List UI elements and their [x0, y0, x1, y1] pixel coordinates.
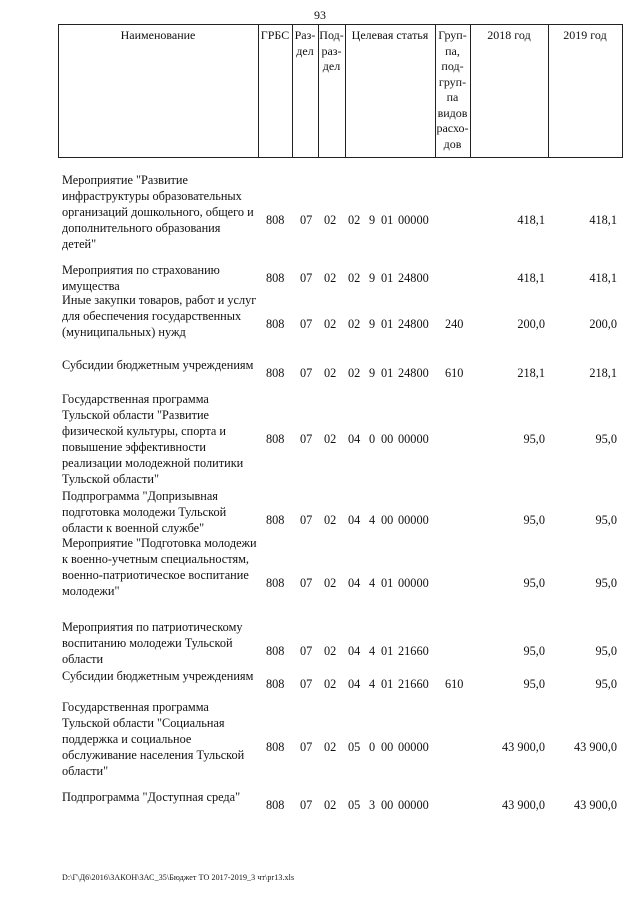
grbs-cell: 808	[266, 366, 285, 380]
target-program-cell: 02	[348, 271, 361, 285]
grbs-cell: 808	[266, 644, 285, 658]
target-direction-cell: 24800	[398, 366, 429, 380]
target-program-cell: 05	[348, 740, 361, 754]
target-subprogram-cell: 4	[369, 677, 376, 691]
target-direction-cell: 24800	[398, 271, 429, 285]
razdel-cell: 07	[300, 432, 313, 446]
column-divider	[58, 24, 59, 158]
target-subprogram-cell: 9	[369, 366, 376, 380]
row-name-cell: Мероприятия по патриотическому воспитанию молодежи Тульской области	[62, 620, 243, 666]
page-number: 93	[314, 8, 326, 22]
amount-2019-cell: 43 900,0	[573, 798, 617, 812]
target-subprogram-cell: 4	[369, 644, 376, 658]
amount-2018-cell: 43 900,0	[501, 798, 545, 812]
amount-2019-cell: 95,0	[595, 432, 617, 446]
row-name-cell: Мероприятие "Подготовка молодежи к военно-учетным специальностям, военно-патриотическое воспитание молодежи"	[62, 536, 257, 598]
grbs-cell: 808	[266, 576, 285, 590]
target-direction-cell: 21660	[398, 644, 429, 658]
row-name-cell: Государственная программа Тульской области "Развитие физической культуры, спорта и повышение эффективности реализации молодежной политики Тульской области"	[62, 392, 244, 486]
header-2018: 2018 год	[487, 28, 531, 42]
target-event-cell: 01	[381, 213, 394, 227]
target-program-cell: 04	[348, 432, 361, 446]
row-name-cell: Подпрограмма "Доступная среда"	[62, 790, 241, 804]
podrazdel-cell: 02	[324, 644, 337, 658]
row-name-cell: Субсидии бюджетным учреждениям	[62, 669, 254, 683]
target-direction-cell: 00000	[398, 213, 429, 227]
target-direction-cell: 24800	[398, 317, 429, 331]
row-name-cell: Иные закупки товаров, работ и услуг для обеспечения государственных (муниципальных) нужд	[62, 293, 257, 339]
header-target-article: Целевая статья	[351, 28, 429, 42]
amount-2018-cell: 43 900,0	[501, 740, 545, 754]
target-direction-cell: 00000	[398, 576, 429, 590]
grbs-cell: 808	[266, 271, 285, 285]
column-divider	[622, 24, 623, 158]
podrazdel-cell: 02	[324, 271, 337, 285]
target-event-cell: 01	[381, 677, 394, 691]
target-subprogram-cell: 4	[369, 513, 376, 527]
target-event-cell: 00	[381, 740, 394, 754]
razdel-cell: 07	[300, 677, 313, 691]
razdel-cell: 07	[300, 271, 313, 285]
amount-2018-cell: 95,0	[523, 677, 545, 691]
grbs-cell: 808	[266, 317, 285, 331]
header-grbs: ГРБС	[260, 28, 290, 42]
target-event-cell: 00	[381, 798, 394, 812]
amount-2019-cell: 95,0	[595, 644, 617, 658]
target-program-cell: 04	[348, 644, 361, 658]
target-event-cell: 00	[381, 513, 394, 527]
grbs-cell: 808	[266, 740, 285, 754]
amount-2019-cell: 95,0	[595, 576, 617, 590]
razdel-cell: 07	[300, 213, 313, 227]
target-event-cell: 01	[381, 271, 394, 285]
target-program-cell: 05	[348, 798, 361, 812]
podrazdel-cell: 02	[324, 576, 337, 590]
amount-2018-cell: 95,0	[523, 644, 545, 658]
razdel-cell: 07	[300, 366, 313, 380]
amount-2018-cell: 95,0	[523, 513, 545, 527]
podrazdel-cell: 02	[324, 677, 337, 691]
podrazdel-cell: 02	[324, 432, 337, 446]
column-divider	[258, 24, 259, 158]
file-path-footer: D:\Г\Д6\2016\ЗАКОН\ЗАС_35\Бюджет ТО 2017-2019_3 чт\pr13.xls	[62, 873, 295, 882]
header-2019: 2019 год	[563, 28, 607, 42]
target-program-cell: 02	[348, 213, 361, 227]
razdel-cell: 07	[300, 644, 313, 658]
expense-group-cell: 610	[445, 366, 464, 380]
amount-2019-cell: 43 900,0	[573, 740, 617, 754]
target-direction-cell: 00000	[398, 432, 429, 446]
target-direction-cell: 21660	[398, 677, 429, 691]
expense-group-cell: 240	[445, 317, 464, 331]
podrazdel-cell: 02	[324, 213, 337, 227]
target-event-cell: 01	[381, 644, 394, 658]
row-name-cell: Мероприятия по страхованию имущества	[62, 263, 220, 293]
amount-2018-cell: 200,0	[517, 317, 545, 331]
target-direction-cell: 00000	[398, 513, 429, 527]
column-divider	[548, 24, 549, 158]
podrazdel-cell: 02	[324, 513, 337, 527]
grbs-cell: 808	[266, 513, 285, 527]
target-subprogram-cell: 3	[369, 798, 376, 812]
target-event-cell: 01	[381, 317, 394, 331]
target-program-cell: 02	[348, 366, 361, 380]
target-subprogram-cell: 9	[369, 271, 376, 285]
header-bottom-border	[58, 157, 623, 158]
expense-group-cell: 610	[445, 677, 464, 691]
podrazdel-cell: 02	[324, 798, 337, 812]
razdel-cell: 07	[300, 513, 313, 527]
column-divider	[345, 24, 346, 158]
amount-2018-cell: 95,0	[523, 432, 545, 446]
amount-2019-cell: 200,0	[589, 317, 617, 331]
target-program-cell: 04	[348, 513, 361, 527]
amount-2019-cell: 218,1	[589, 366, 617, 380]
amount-2019-cell: 418,1	[589, 271, 617, 285]
target-event-cell: 01	[381, 366, 394, 380]
razdel-cell: 07	[300, 798, 313, 812]
amount-2019-cell: 95,0	[595, 677, 617, 691]
amount-2018-cell: 418,1	[517, 213, 545, 227]
amount-2018-cell: 218,1	[517, 366, 545, 380]
target-program-cell: 02	[348, 317, 361, 331]
row-name-cell: Субсидии бюджетным учреждениям	[62, 358, 254, 372]
grbs-cell: 808	[266, 432, 285, 446]
razdel-cell: 07	[300, 740, 313, 754]
target-direction-cell: 00000	[398, 798, 429, 812]
row-name-cell: Подпрограмма "Допризывная подготовка молодежи Тульской области к военной службе"	[62, 489, 227, 535]
amount-2019-cell: 418,1	[589, 213, 617, 227]
row-name-cell: Мероприятие "Развитие инфраструктуры образовательных организаций дошкольного, общего и дополнительного образования детей"	[62, 173, 254, 251]
target-program-cell: 04	[348, 677, 361, 691]
podrazdel-cell: 02	[324, 366, 337, 380]
target-event-cell: 01	[381, 576, 394, 590]
grbs-cell: 808	[266, 798, 285, 812]
amount-2019-cell: 95,0	[595, 513, 617, 527]
target-program-cell: 04	[348, 576, 361, 590]
row-name-cell: Государственная программа Тульской области "Социальная поддержка и социальное обслуживание населения Тульской области"	[62, 700, 245, 778]
target-direction-cell: 00000	[398, 740, 429, 754]
target-subprogram-cell: 0	[369, 432, 376, 446]
header-razdel: Раз- дел	[294, 28, 316, 58]
amount-2018-cell: 418,1	[517, 271, 545, 285]
target-subprogram-cell: 4	[369, 576, 376, 590]
razdel-cell: 07	[300, 317, 313, 331]
header-name: Наименование	[120, 28, 196, 42]
header-top-border	[58, 24, 623, 25]
target-subprogram-cell: 9	[369, 317, 376, 331]
razdel-cell: 07	[300, 576, 313, 590]
podrazdel-cell: 02	[324, 740, 337, 754]
target-subprogram-cell: 9	[369, 213, 376, 227]
column-divider	[470, 24, 471, 158]
header-podrazdel: Под- раз- дел	[319, 28, 344, 73]
amount-2018-cell: 95,0	[523, 576, 545, 590]
podrazdel-cell: 02	[324, 317, 337, 331]
target-subprogram-cell: 0	[369, 740, 376, 754]
grbs-cell: 808	[266, 213, 285, 227]
grbs-cell: 808	[266, 677, 285, 691]
header-expense-group: Груп- па, под- груп- па видов расхо- дов	[436, 28, 469, 151]
target-event-cell: 00	[381, 432, 394, 446]
